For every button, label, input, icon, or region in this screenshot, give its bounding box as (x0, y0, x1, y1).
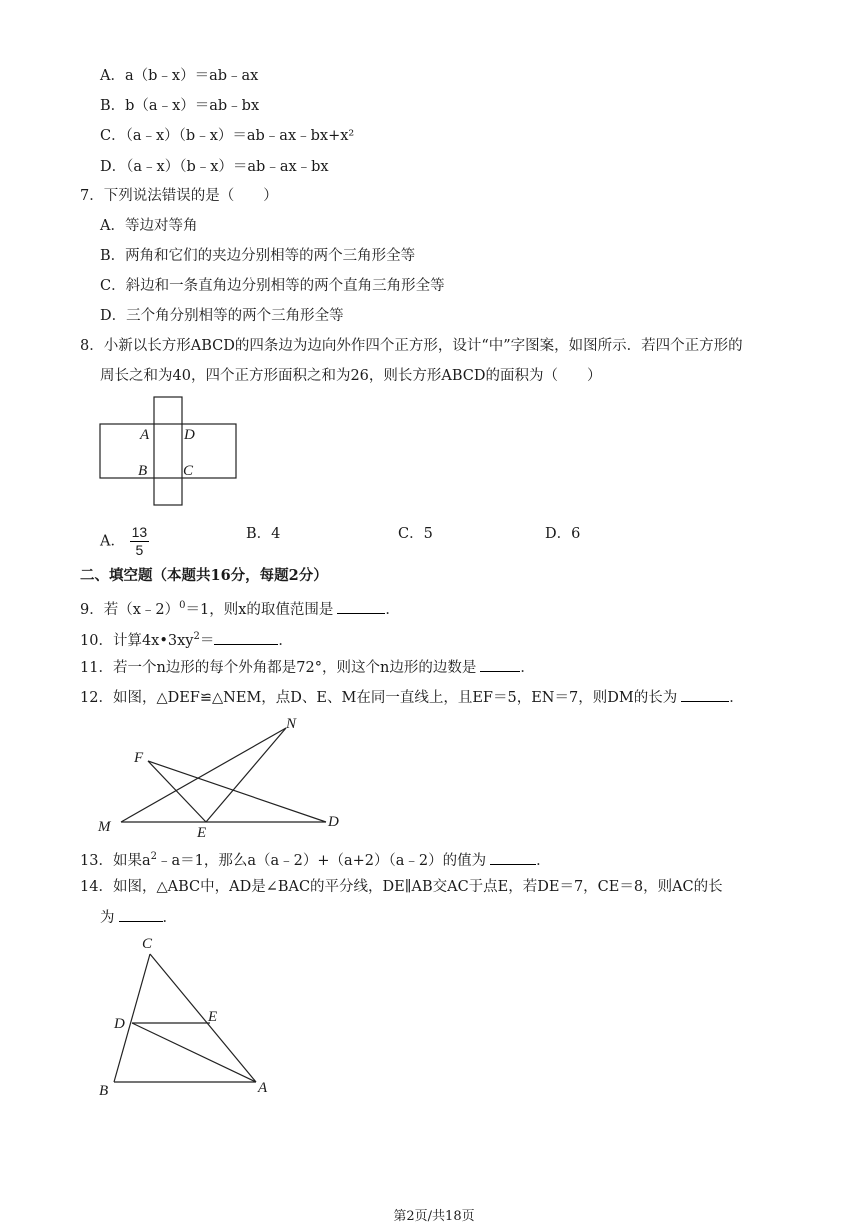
q7-option-b: B．两角和它们的夹边分别相等的两个三角形全等 (100, 248, 416, 264)
q8-label-a: A (140, 427, 150, 443)
q8-horizontal-rect (100, 424, 236, 478)
q14-label-a: A (258, 1080, 268, 1096)
q13-sup: 2 (150, 851, 157, 862)
q13-end: ． (536, 852, 551, 869)
q8-label-b: B (138, 463, 148, 479)
q8-option-a-denominator: 5 (135, 542, 144, 558)
q11-text: 11．若一个n边形的每个外角都是72°，则这个n边形的边数是 (80, 660, 477, 676)
q8-option-a (100, 524, 149, 559)
q8-figure (96, 394, 242, 508)
q12-figure (96, 712, 346, 842)
q9 (80, 596, 400, 620)
q12 (80, 687, 744, 708)
q10-sup: 2 (193, 631, 200, 642)
q12-text: 12．如图，△DEF≌△NEM，点D、E、M在同一直线上，且EF＝5，EN＝7，则DM的长为 (80, 690, 678, 706)
q12-label-m: M (98, 819, 111, 835)
q14-line2-pre: 为 (100, 910, 115, 926)
q8-label-d: D (184, 427, 195, 443)
q11 (80, 657, 535, 678)
q8-option-c: C．5 (398, 526, 433, 542)
section-2-heading: 二、填空题（本题共16分，每题2分） (80, 567, 328, 584)
q14-label-b: B (99, 1083, 109, 1099)
q13-answer-blank[interactable] (490, 850, 536, 865)
q9-post: ＝1，则x的取值范围是 (185, 601, 334, 618)
q14-line-ca (150, 954, 256, 1082)
q10-answer-blank[interactable] (214, 630, 278, 645)
q14-label-c: C (142, 936, 153, 952)
q6-option-a: A．a（b﹣x）＝ab﹣ax (100, 68, 259, 84)
q11-answer-blank[interactable] (480, 657, 520, 672)
q8-option-a-prefix: A． (100, 533, 125, 550)
q14-answer-blank[interactable] (119, 907, 163, 922)
q14-figure (96, 932, 276, 1102)
q12-line-mn (121, 728, 286, 822)
q12-line-fe (148, 761, 206, 822)
q9-pre: 9．若（x﹣2） (80, 601, 180, 618)
q10-post: ＝ (199, 632, 215, 649)
q8-label-c: C (183, 463, 194, 479)
q12-answer-blank[interactable] (681, 687, 729, 702)
q8-option-a-numerator: 13 (131, 524, 148, 540)
q8-option-d: D．6 (545, 526, 581, 542)
page-footer: 第2页/共18页 (393, 1209, 475, 1224)
q6-option-b: B．b（a﹣x）＝ab﹣bx (100, 98, 260, 114)
q9-answer-blank[interactable] (337, 599, 385, 614)
q7-stem: 7．下列说法错误的是（ ） (80, 188, 278, 204)
q10-end: ． (278, 632, 293, 649)
q12-label-f: F (134, 750, 144, 766)
q9-end: ． (385, 601, 400, 618)
q6-option-c: C．（a﹣x）（b﹣x）＝ab﹣ax﹣bx+x² (100, 128, 355, 144)
q8-vertical-rect (154, 397, 182, 505)
q13-post: ﹣a＝1，那么a（a﹣2）+（a+2）（a﹣2）的值为 (156, 852, 487, 869)
q8-stem-line1: 8．小新以长方形ABCD的四条边为边向外作四个正方形，设计“中”字图案，如图所示．若四个正方形的 (80, 338, 743, 354)
q11-end: ． (520, 660, 535, 676)
q14-label-e: E (208, 1009, 218, 1025)
q14-line1: 14．如图，△ABC中，AD是∠BAC的平分线，DE∥AB交AC于点E，若DE＝7，CE＝8，则AC的长 (80, 879, 723, 895)
q12-line-ne (206, 728, 286, 822)
q13-pre: 13．如果a (80, 852, 151, 869)
q14-end: ． (162, 910, 177, 926)
q8-stem-line2: 周长之和为40，四个正方形面积之和为26，则长方形ABCD的面积为（ ） (100, 368, 602, 384)
q10-pre: 10．计算4x•3xy (80, 632, 194, 649)
q12-label-n: N (286, 716, 297, 732)
q7-option-a: A．等边对等角 (100, 218, 198, 234)
q14-line2 (100, 907, 177, 928)
q12-end: ． (729, 690, 744, 706)
q8-option-a-fraction (130, 524, 150, 559)
q6-option-d: D．（a﹣x）（b﹣x）＝ab﹣ax﹣bx (100, 159, 329, 175)
q14-label-d: D (114, 1016, 125, 1032)
q12-label-e: E (197, 825, 207, 841)
q14-line-da (132, 1023, 256, 1082)
q13 (80, 847, 551, 871)
q7-option-d: D．三个角分别相等的两个三角形全等 (100, 308, 344, 324)
q12-label-d: D (328, 814, 339, 830)
q10 (80, 627, 293, 651)
q7-option-c: C．斜边和一条直角边分别相等的两个直角三角形全等 (100, 278, 445, 294)
q8-option-b: B．4 (246, 526, 281, 542)
q9-sup: 0 (179, 600, 186, 611)
